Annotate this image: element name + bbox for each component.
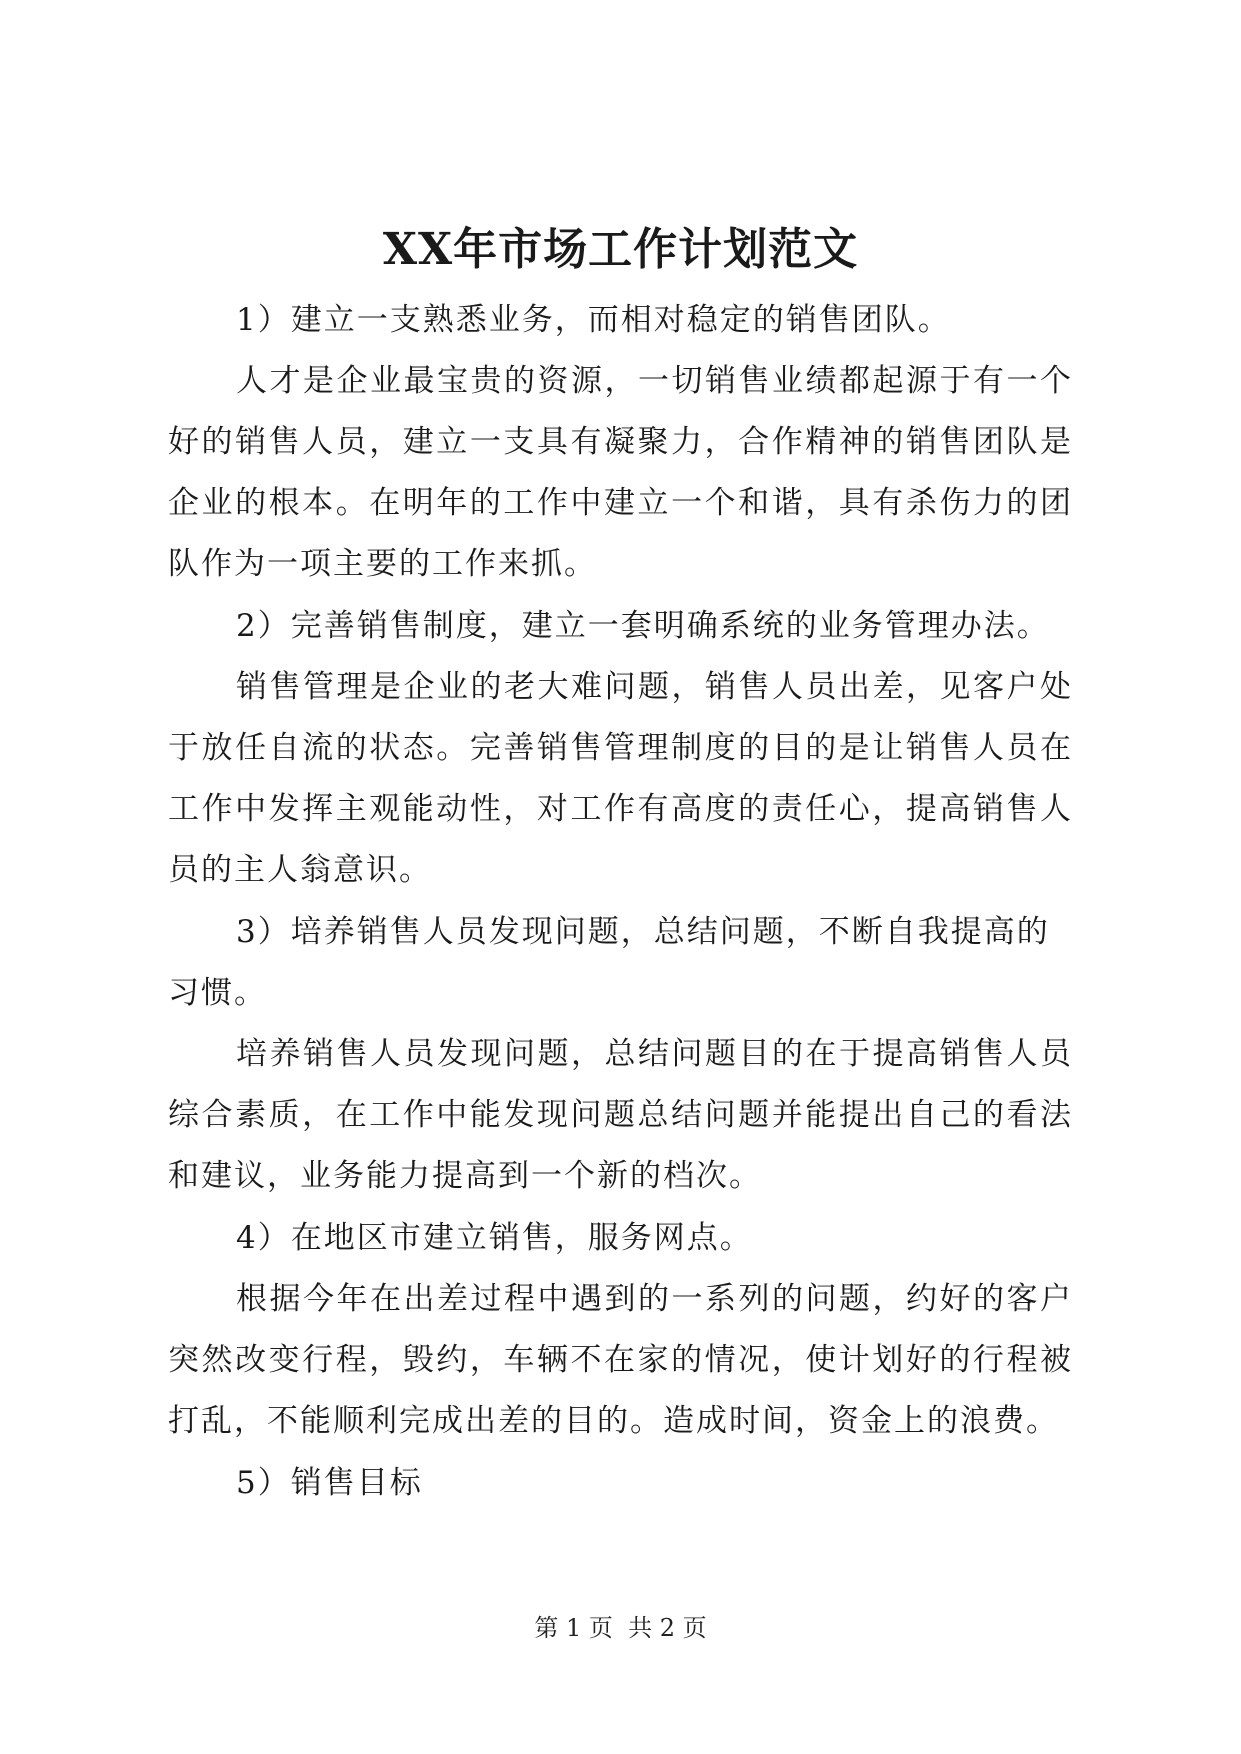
document-title: XX年市场工作计划范文 bbox=[382, 224, 859, 275]
section-paragraph-4: 根据今年在出差过程中遇到的一系列的问题，约好的客户突然改变行程，毁约，车辆不在家的情况，使计划好的行程被打乱，不能顺利完成出差的目的。造成时间，资金上的浪费。 bbox=[168, 1281, 1073, 1439]
page-footer bbox=[0, 1612, 1241, 1644]
section-paragraph-2: 销售管理是企业的老大难问题，销售人员出差，见客户处于放任自流的状态。完善销售管理制度的目的是让销售人员在工作中发挥主观能动性，对工作有高度的责任心，提高销售人员的主人翁意识。 bbox=[168, 669, 1073, 888]
section-paragraph-1: 人才是企业最宝贵的资源，一切销售业绩都起源于有一个好的销售人员，建立一支具有凝聚力，合作精神的销售团队是企业的根本。在明年的工作中建立一个和谐，具有杀伤力的团队作为一项主要的工作来抓。 bbox=[168, 363, 1073, 582]
section-paragraph-3: 培养销售人员发现问题，总结问题目的在于提高销售人员综合素质，在工作中能发现问题总结问题并能提出自己的看法和建议，业务能力提高到一个新的档次。 bbox=[168, 1036, 1073, 1194]
section-heading-2: 2）完善销售制度，建立一套明确系统的业务管理办法。 bbox=[236, 608, 1050, 644]
section-heading-4: 4）在地区市建立销售，服务网点。 bbox=[236, 1220, 753, 1256]
section-heading-1: 1）建立一支熟悉业务，而相对稳定的销售团队。 bbox=[236, 302, 951, 338]
section-heading-3: 3）培养销售人员发现问题，总结问题，不断自我提高的习惯。 bbox=[168, 914, 1050, 1011]
section-heading-5: 5）销售目标 bbox=[236, 1465, 423, 1501]
page-number-label: 第 1 页 共 2 页 bbox=[534, 1614, 707, 1642]
document-body bbox=[168, 290, 1073, 1514]
